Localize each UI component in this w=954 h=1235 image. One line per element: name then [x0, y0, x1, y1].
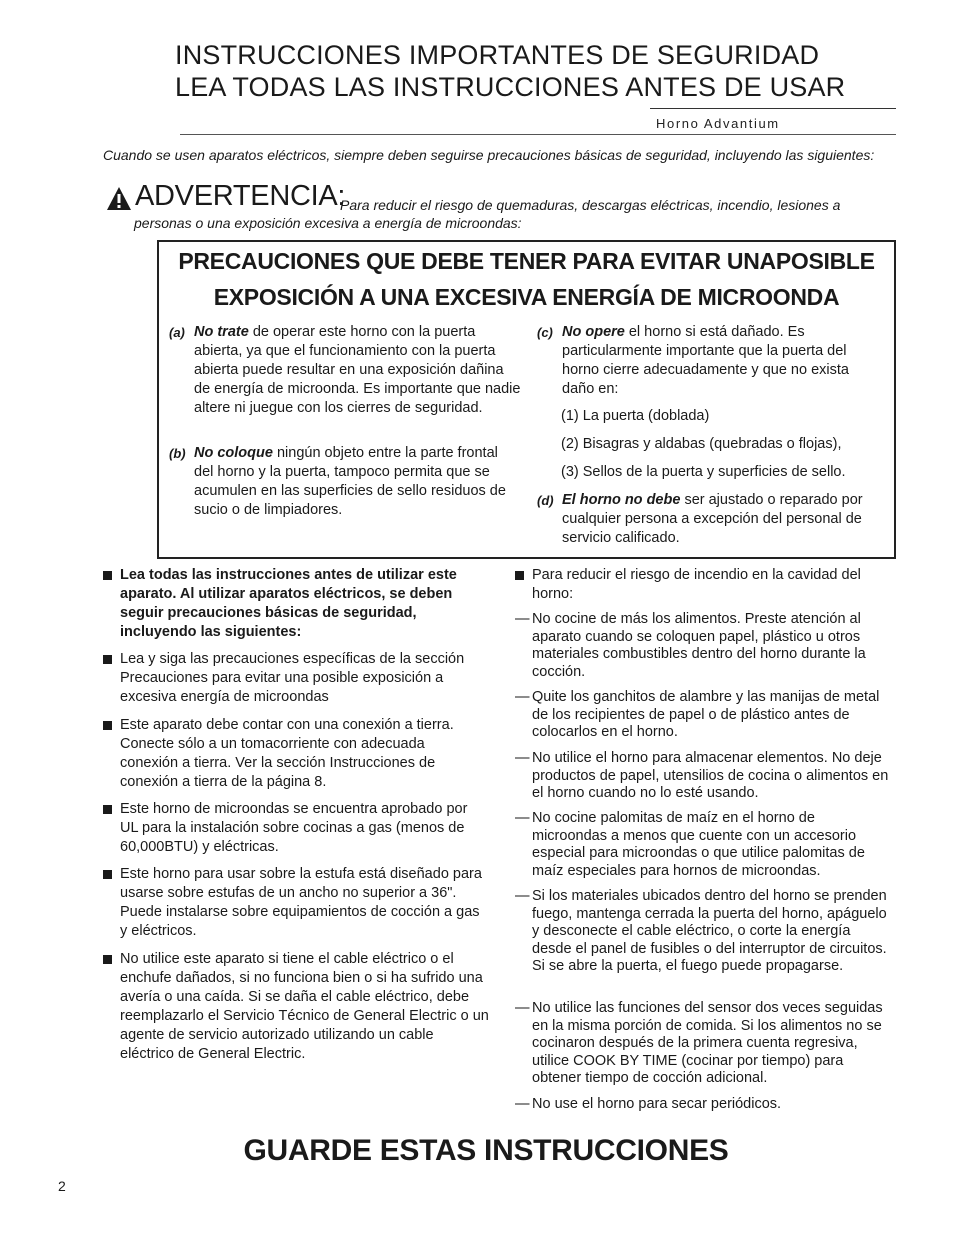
dash-text: Si los materiales ubicados dentro del horno se prenden fuego, mantenga cerrada la puerta del horno, apáguelo y desconecte el cable eléctrico, o corte la energía desde el panel de fusibles o del interruptor de circuitos. Si se abre la puerta, el fuego puede propagarse. — [532, 888, 887, 974]
dash-mark: — — [515, 750, 530, 766]
dash-mark: — — [515, 1000, 530, 1016]
dash-text: No use el horno para secar periódicos. — [532, 1096, 782, 1112]
dash-text: No utilice las funciones del sensor dos veces seguidas en la misma porción de comida. Si los alimentos no se cocinaron después de la primera cuenta regresiva, utilice COOK BY TIME (cocinar por tiempo) para obtener tiempo de cocción adicional. — [532, 1000, 883, 1086]
dash-item — [515, 1096, 893, 1114]
bullet-text: Lea todas las instrucciones antes de utilizar este aparato. Al utilizar aparatos eléctricos, se deben seguir precauciones básicas de seguridad, incluyendo las siguientes: — [120, 567, 457, 640]
dash-item — [515, 750, 893, 803]
precaution-item-b — [169, 444, 521, 520]
dash-text: Quite los ganchitos de alambre y las manijas de metal de los recipientes de papel o de plástico antes de colocarlos en el horno. — [532, 689, 880, 740]
warning-heading: ADVERTENCIA: — [135, 180, 346, 212]
dash-mark: — — [515, 1096, 530, 1112]
bullet-item — [103, 800, 483, 857]
dash-item — [515, 1000, 893, 1088]
page-title-line-2: LEA TODAS LAS INSTRUCCIONES ANTES DE USAR — [175, 72, 846, 102]
item-lead: No opere — [562, 324, 625, 340]
warning-triangle-icon — [106, 186, 132, 212]
bullet-text: Este horno de microondas se encuentra aprobado por UL para la instalación sobre cocinas a gas (menos de 60,000BTU) y eléctricas. — [120, 801, 468, 855]
damage-item-1: (1) La puerta (doblada) — [561, 408, 710, 424]
item-label: (a) — [169, 325, 185, 340]
item-lead: El horno no debe — [562, 492, 681, 508]
item-label: (b) — [169, 446, 186, 461]
item-text: de operar este horno con la puerta abierta, ya que el funcionamiento con la puerta abierta puede resultar en una exposición dañina de energía de microonda. Es importante que nadie altere ni juegue con los cierres de seguridad. — [194, 324, 521, 416]
item-text: el horno si está dañado. Es particularmente importante que la puerta del horno cierre adecuadamente y que no exista daño en: — [562, 324, 849, 397]
item-text: ningún objeto entre la parte frontal del horno y la puerta, tampoco permita que se acumulen en las superficies de sello residuos de sucio o de limpiadores. — [194, 445, 506, 518]
bullet-item — [103, 716, 483, 792]
bullet-item — [515, 566, 890, 604]
dash-item — [515, 611, 893, 681]
page-number: 2 — [58, 1178, 66, 1194]
save-instructions-heading: GUARDE ESTAS INSTRUCCIONES — [243, 1134, 729, 1167]
bullet-text: Lea y siga las precauciones específicas de la sección Precauciones para evitar una posible exposición a excesiva energía de microondas — [120, 651, 465, 705]
bullet-item — [103, 650, 483, 707]
dash-mark: — — [515, 689, 530, 705]
precaution-item-d — [537, 491, 877, 548]
precautions-heading-line-1: PRECAUCIONES QUE DEBE TENER PARA EVITAR UNAPOSIBLE — [178, 248, 875, 274]
precaution-item-c — [537, 323, 877, 399]
header-rule-bottom — [180, 134, 896, 135]
dash-mark: — — [515, 810, 530, 826]
bullet-square-icon — [103, 655, 112, 664]
bullet-square-icon — [103, 805, 112, 814]
intro-text: Cuando se usen aparatos eléctricos, siempre deben seguirse precauciones básicas de seguridad, incluyendo las siguientes: — [103, 147, 875, 163]
bullet-square-icon — [103, 571, 112, 580]
precaution-item-a — [169, 323, 521, 418]
damage-item-2: (2) Bisagras y aldabas (quebradas o flojas), — [561, 436, 842, 452]
bullet-text: Este horno para usar sobre la estufa está diseñado para usarse sobre estufas de un ancho no superior a 36". Puede instalarse sobre equipamientos de cocción a gas y eléctricos. — [120, 866, 482, 939]
product-name: Horno Advantium — [656, 116, 780, 131]
item-lead: No coloque — [194, 445, 273, 461]
bullet-text: Este aparato debe contar con una conexión a tierra. Conecte sólo a un tomacorriente con adecuada conexión a tierra. Ver la sección Instrucciones de conexión a tierra de la página 8. — [120, 717, 454, 790]
bullet-square-icon — [103, 721, 112, 730]
damage-item-3: (3) Sellos de la puerta y superficies de sello. — [561, 464, 846, 480]
bullet-square-icon — [103, 870, 112, 879]
bullet-square-icon — [515, 571, 524, 580]
dash-text: No cocine de más los alimentos. Preste atención al aparato cuando se coloquen papel, plástico u otros materiales combustibles dentro del horno durante la cocción. — [532, 611, 866, 680]
dash-text: No utilice el horno para almacenar elementos. No deje productos de papel, utensilios de cocina o alimentos en el horno cuando no lo esté usando. — [532, 750, 889, 801]
warning-text-line-2: personas o una exposición excesiva a energía de microondas: — [134, 215, 522, 231]
dash-item — [515, 888, 893, 976]
bullet-item — [103, 566, 475, 642]
precautions-heading-line-2: EXPOSICIÓN A UNA EXCESIVA ENERGÍA DE MICROONDA — [213, 284, 840, 310]
header-rule-top — [650, 108, 896, 109]
bullet-item — [103, 950, 489, 1064]
page-title-line-1: INSTRUCCIONES IMPORTANTES DE SEGURIDAD — [175, 40, 820, 70]
dash-item — [515, 689, 893, 742]
bullet-square-icon — [103, 955, 112, 964]
dash-mark: — — [515, 611, 530, 627]
dash-text: No cocine palomitas de maíz en el horno de microondas a menos que cuente con un accesorio especial para microondas o que utilice palomitas de maíz especiales para hornos de microondas. — [532, 810, 865, 879]
item-label: (d) — [537, 493, 554, 508]
bullet-item — [103, 865, 483, 941]
item-text: ser ajustado o reparado por cualquier persona a excepción del personal de servicio calificado. — [562, 492, 863, 546]
warning-text-line-1: Para reducir el riesgo de quemaduras, descargas eléctricas, incendio, lesiones a — [340, 197, 841, 213]
dash-item — [515, 810, 893, 880]
bullet-text: Para reducir el riesgo de incendio en la cavidad del horno: — [532, 567, 861, 602]
item-label: (c) — [537, 325, 553, 340]
dash-mark: — — [515, 888, 530, 904]
bullet-text: No utilice este aparato si tiene el cable eléctrico o el enchufe dañados, si no funciona bien o si ha sufrido una avería o una caída. Si se daña el cable eléctrico, debe reemplazarlo el Servicio Técnico de General Electric o un agente de servicio autorizado utilizando un cable eléctrico de General Electric. — [120, 951, 489, 1062]
item-lead: No trate — [194, 324, 249, 340]
